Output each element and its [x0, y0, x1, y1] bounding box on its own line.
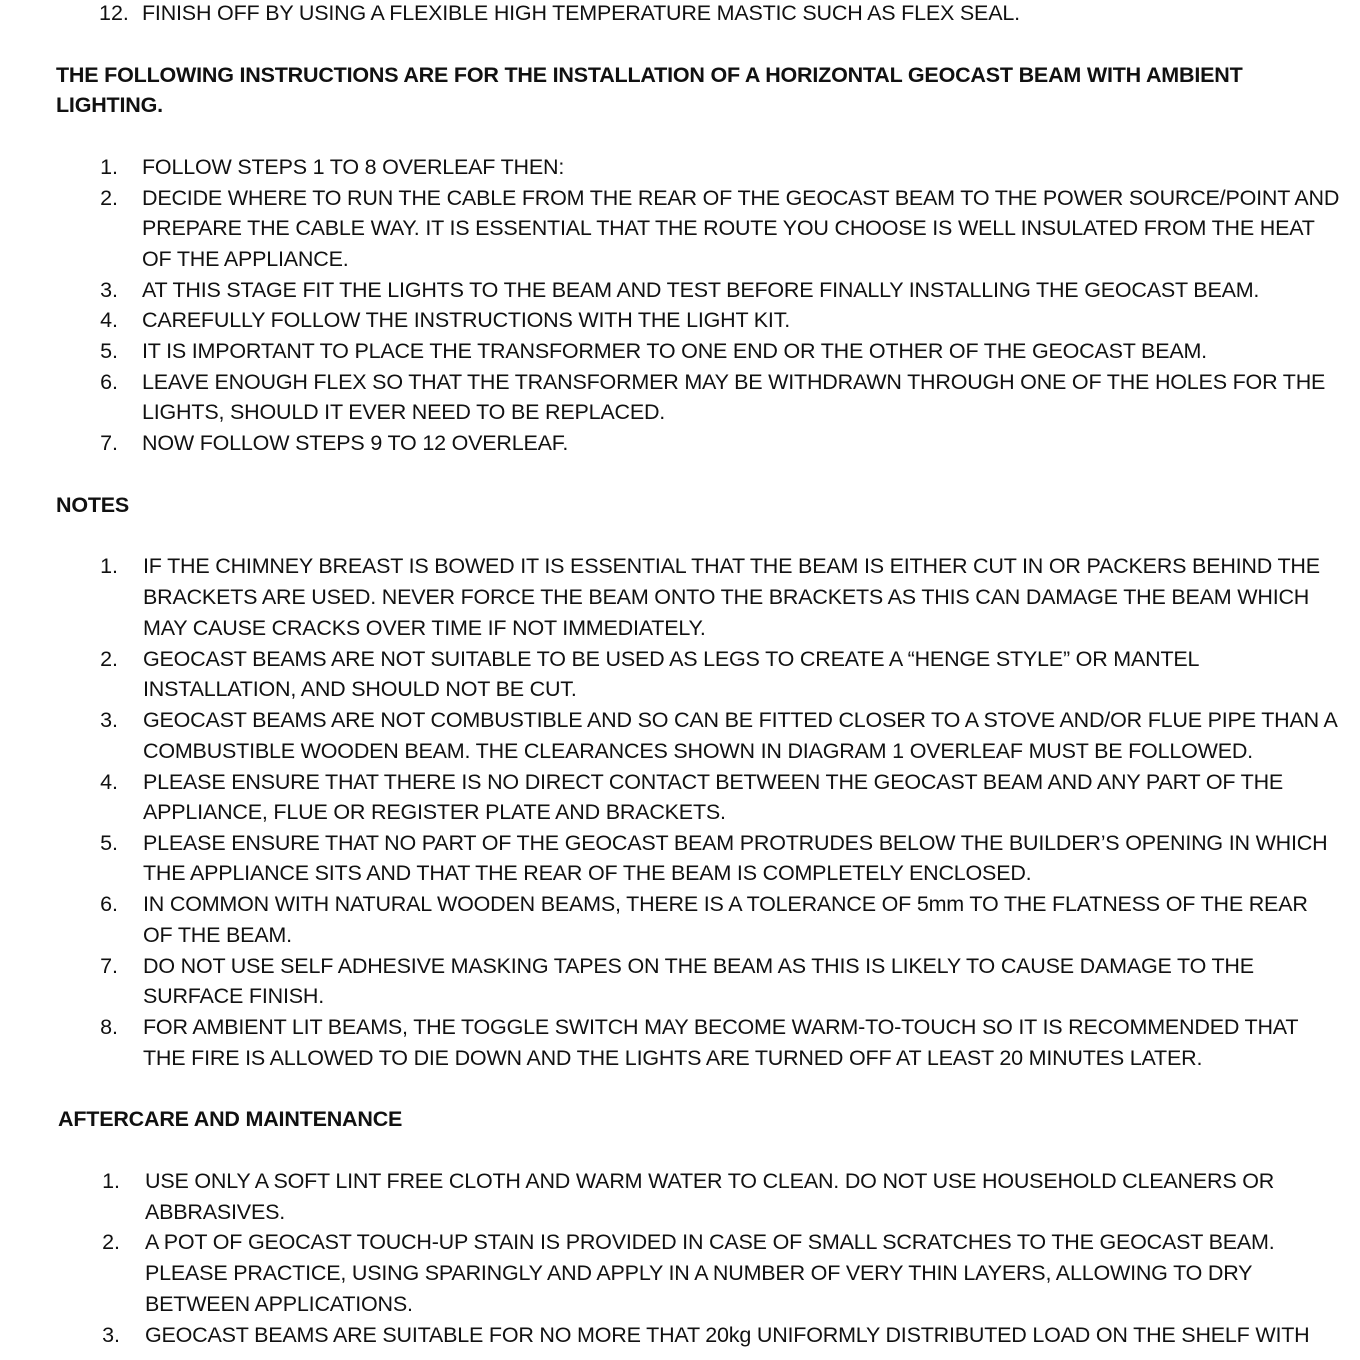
list-item-text: A POT OF GEOCAST TOUCH-UP STAIN IS PROVIDED IN CASE OF SMALL SCRATCHES TO THE GEOCAST BEAM. [145, 1230, 1275, 1254]
list-number: 3. [100, 708, 118, 732]
list-item-text: CAREFULLY FOLLOW THE INSTRUCTIONS WITH THE LIGHT KIT. [142, 308, 791, 332]
list-number: 2. [100, 647, 118, 671]
section-heading: THE FOLLOWING INSTRUCTIONS ARE FOR THE INSTALLATION OF A HORIZONTAL GEOCAST BEAM WITH AMBIENT [56, 63, 1243, 87]
list-item-text: SURFACE FINISH. [143, 984, 324, 1008]
list-item-text: GEOCAST BEAMS ARE NOT COMBUSTIBLE AND SO CAN BE FITTED CLOSER TO A STOVE AND/OR FLUE PIPE THAN A [143, 708, 1338, 732]
list-number: 1. [100, 155, 118, 179]
list-item-text: IT IS IMPORTANT TO PLACE THE TRANSFORMER TO ONE END OR THE OTHER OF THE GEOCAST BEAM. [142, 339, 1207, 363]
list-item-text: OF THE BEAM. [143, 923, 292, 947]
list-item-text: BETWEEN APPLICATIONS. [145, 1292, 413, 1316]
list-number: 5. [100, 831, 118, 855]
list-number: 6. [100, 892, 118, 916]
list-item-text: MAY CAUSE CRACKS OVER TIME IF NOT IMMEDIATELY. [143, 616, 706, 640]
list-item-text: PLEASE ENSURE THAT NO PART OF THE GEOCAST BEAM PROTRUDES BELOW THE BUILDER’S OPENING IN WHICH [143, 831, 1328, 855]
list-item-text: FOLLOW STEPS 1 TO 8 OVERLEAF THEN: [142, 155, 565, 179]
list-item-text: INSTALLATION, AND SHOULD NOT BE CUT. [143, 677, 577, 701]
list-item-text: FOR AMBIENT LIT BEAMS, THE TOGGLE SWITCH MAY BECOME WARM-TO-TOUCH SO IT IS RECOMMENDED THAT [143, 1015, 1299, 1039]
list-number: 8. [100, 1015, 118, 1039]
list-item-text: THE APPLIANCE SITS AND THAT THE REAR OF THE BEAM IS COMPLETELY ENCLOSED. [143, 861, 1032, 885]
list-number: 1. [102, 1169, 120, 1193]
list-item-text: PREPARE THE CABLE WAY. IT IS ESSENTIAL THAT THE ROUTE YOU CHOOSE IS WELL INSULATED FROM THE HEAT [142, 216, 1315, 240]
list-item-text: USE ONLY A SOFT LINT FREE CLOTH AND WARM WATER TO CLEAN. DO NOT USE HOUSEHOLD CLEANERS OR [145, 1169, 1275, 1193]
aftercare-heading: AFTERCARE AND MAINTENANCE [58, 1107, 403, 1131]
list-item-text: GEOCAST BEAMS ARE NOT SUITABLE TO BE USED AS LEGS TO CREATE A “HENGE STYLE” OR MANTEL [143, 647, 1200, 671]
list-item-text: LIGHTS, SHOULD IT EVER NEED TO BE REPLACED. [142, 400, 666, 424]
list-item-text: ABBRASIVES. [145, 1200, 285, 1224]
list-number: 2. [102, 1230, 120, 1254]
list-item-text: APPLIANCE, FLUE OR REGISTER PLATE AND BRACKETS. [143, 800, 726, 824]
list-number: 12. [99, 1, 129, 25]
list-number: 2. [100, 186, 118, 210]
list-number: 5. [100, 339, 118, 363]
list-item-text: PLEASE PRACTICE, USING SPARINGLY AND APPLY IN A NUMBER OF VERY THIN LAYERS, ALLOWING TO DRY [145, 1261, 1253, 1285]
list-number: 4. [100, 308, 118, 332]
list-number: 6. [100, 370, 118, 394]
list-item-text: IF THE CHIMNEY BREAST IS BOWED IT IS ESSENTIAL THAT THE BEAM IS EITHER CUT IN OR PACKERS BEHIND THE [143, 554, 1320, 578]
list-item-text: IN COMMON WITH NATURAL WOODEN BEAMS, THERE IS A TOLERANCE OF 5mm TO THE FLATNESS OF THE REAR [143, 892, 1308, 916]
list-item-text: BRACKETS ARE USED. NEVER FORCE THE BEAM ONTO THE BRACKETS AS THIS CAN DAMAGE THE BEAM WHICH [143, 585, 1310, 609]
list-item-text: FINISH OFF BY USING A FLEXIBLE HIGH TEMPERATURE MASTIC SUCH AS FLEX SEAL. [142, 1, 1020, 25]
list-number: 3. [100, 278, 118, 302]
list-item-text: OF THE APPLIANCE. [142, 247, 349, 271]
list-number: 3. [102, 1323, 120, 1347]
list-item-text: COMBUSTIBLE WOODEN BEAM. THE CLEARANCES SHOWN IN DIAGRAM 1 OVERLEAF MUST BE FOLLOWED. [143, 739, 1253, 763]
list-item-text: DECIDE WHERE TO RUN THE CABLE FROM THE REAR OF THE GEOCAST BEAM TO THE POWER SOURCE/POINT AND [142, 186, 1340, 210]
section-heading: LIGHTING. [56, 93, 163, 117]
list-item-text: GEOCAST BEAMS ARE SUITABLE FOR NO MORE THAT 20kg UNIFORMLY DISTRIBUTED LOAD ON THE SHELF WITH [145, 1323, 1310, 1347]
list-item-text: THE FIRE IS ALLOWED TO DIE DOWN AND THE LIGHTS ARE TURNED OFF AT LEAST 20 MINUTES LATER. [143, 1046, 1203, 1070]
list-number: 1. [100, 554, 118, 578]
list-item-text: NOW FOLLOW STEPS 9 TO 12 OVERLEAF. [142, 431, 569, 455]
list-number: 7. [100, 954, 118, 978]
list-item-text: DO NOT USE SELF ADHESIVE MASKING TAPES ON THE BEAM AS THIS IS LIKELY TO CAUSE DAMAGE TO THE [143, 954, 1254, 978]
list-number: 4. [100, 770, 118, 794]
list-item-text: PLEASE ENSURE THAT THERE IS NO DIRECT CONTACT BETWEEN THE GEOCAST BEAM AND ANY PART OF THE [143, 770, 1284, 794]
notes-heading: NOTES [56, 493, 130, 517]
list-item-text: LEAVE ENOUGH FLEX SO THAT THE TRANSFORMER MAY BE WITHDRAWN THROUGH ONE OF THE HOLES FOR THE [142, 370, 1326, 394]
list-item-text: AT THIS STAGE FIT THE LIGHTS TO THE BEAM AND TEST BEFORE FINALLY INSTALLING THE GEOCAST BEAM. [142, 278, 1260, 302]
list-number: 7. [100, 431, 118, 455]
